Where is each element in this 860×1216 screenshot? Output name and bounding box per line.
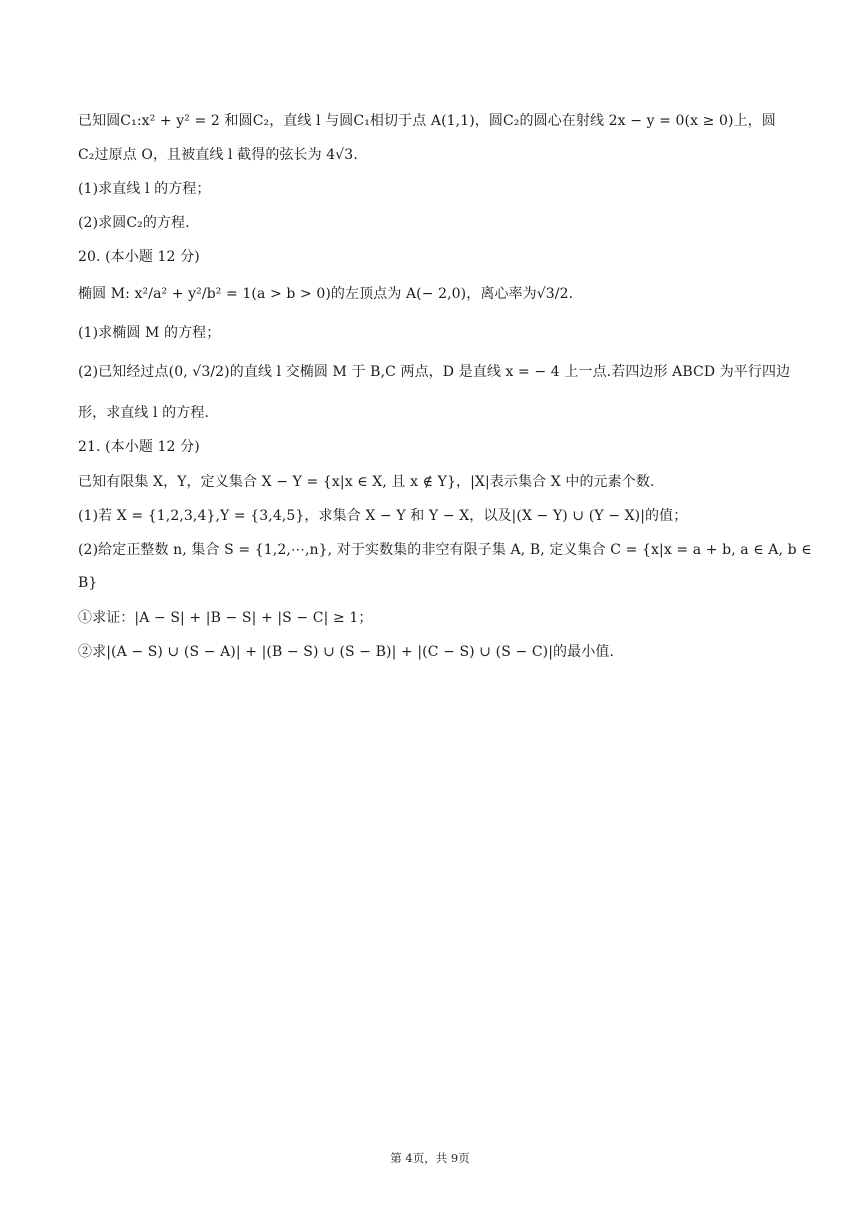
problem-20-part-2-line-1: (2)已知经过点(0, √3/2)的直线 l 交椭圆 M 于 B,C 两点，D 是直线 x = − 4 上一点.若四边形 ABCD 为平行四边 [78,364,791,380]
problem-19-statement-line-2: C₂过原点 O，且被直线 l 截得的弦长为 4√3. [78,147,358,163]
problem-21-part-2-line-1: (2)给定正整数 n, 集合 S = {1,2,⋯,n}, 对于实数集的非空有限子集 A, B, 定义集合 C = {x|x = a + b, a ∈ A, b ∈ [78,542,812,558]
problem-21-part-2-sub-2: ②求|(A − S) ∪ (S − A)| + |(B − S) ∪ (S − B)| + |(C − S) ∪ (S − C)|的最小值. [78,644,614,660]
problem-21-heading: 21. (本小题 12 分) [78,439,200,455]
problem-20-part-1: (1)求椭圆 M 的方程； [78,325,221,341]
problem-21-statement: 已知有限集 X，Y，定义集合 X − Y = {x|x ∈ X, 且 x ∉ Y}，|X|表示集合 X 中的元素个数. [78,474,655,490]
page-footer: 第 4页，共 9页 [390,1151,470,1165]
problem-21-part-2-line-2: B} [78,575,98,591]
problem-19-part-2: (2)求圆C₂的方程. [78,215,190,231]
problem-20-statement: 椭圆 M: x²/a² + y²/b² = 1(a > b > 0)的左顶点为 A(− 2,0)，离心率为√3/2. [78,286,574,302]
problem-20-part-2-line-2: 形，求直线 l 的方程. [78,405,210,421]
problem-20-heading: 20. (本小题 12 分) [78,249,200,265]
problem-19-part-1: (1)求直线 l 的方程； [78,181,211,197]
problem-21-part-1: (1)若 X = {1,2,3,4},Y = {3,4,5}，求集合 X − Y 和 Y − X，以及|(X − Y) ∪ (Y − X)|的值； [78,508,688,524]
problem-21-part-2-sub-1: ①求证：|A − S| + |B − S| + |S − C| ≥ 1； [78,610,373,626]
problem-19-statement-line-1: 已知圆C₁:x² + y² = 2 和圆C₂，直线 l 与圆C₁相切于点 A(1,1)，圆C₂的圆心在射线 2x − y = 0(x ≥ 0)上，圆 [78,113,776,129]
